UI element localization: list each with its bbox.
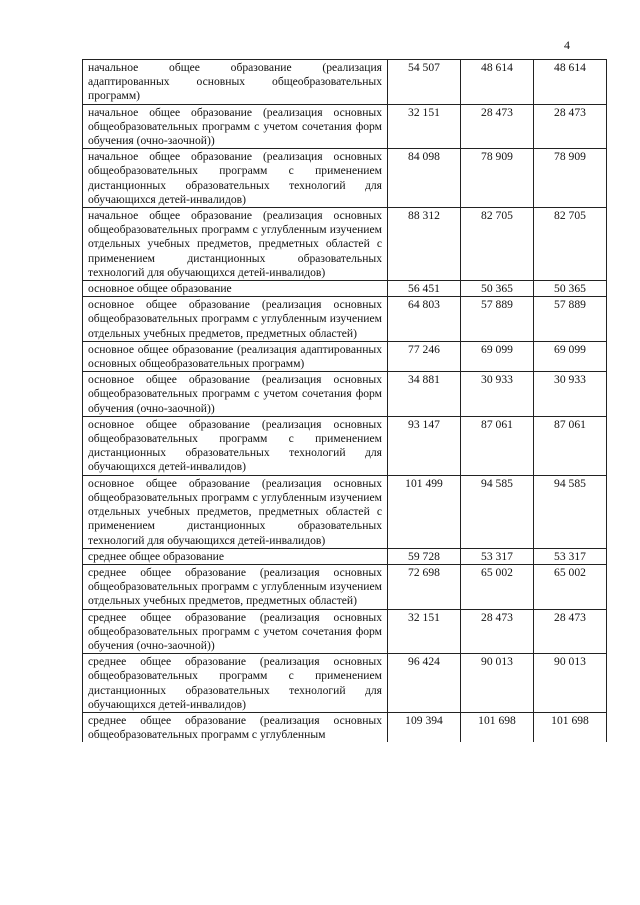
table-row: [83, 297, 607, 342]
row-description: основное общее образование (реализация основных общеобразовательных программ с углубленным изучением отдельных учебных предметов, предметных областей с применением дистанционных образовательных технологий для обучающихся детей-инвалидов): [83, 475, 388, 548]
row-description: основное общее образование: [83, 281, 388, 297]
row-value-3: 78 909: [534, 149, 607, 208]
row-value-1: 56 451: [388, 281, 461, 297]
row-value-1: 88 312: [388, 208, 461, 281]
row-value-1: 84 098: [388, 149, 461, 208]
table-row: [83, 281, 607, 297]
row-value-2: 48 614: [461, 60, 534, 105]
row-value-3: 28 473: [534, 609, 607, 654]
row-value-2: 82 705: [461, 208, 534, 281]
table-row: [83, 416, 607, 475]
row-description: начальное общее образование (реализация основных общеобразовательных программ с углубленным изучением отдельных учебных предметов, предметных областей с применением дистанционных образовательных технологий для обучающихся детей-инвалидов): [83, 208, 388, 281]
table-row: [83, 548, 607, 564]
row-value-2: 94 585: [461, 475, 534, 548]
row-value-3: 57 889: [534, 297, 607, 342]
table-row: [83, 341, 607, 371]
row-value-3: 48 614: [534, 60, 607, 105]
row-value-1: 109 394: [388, 712, 461, 742]
row-value-2: 53 317: [461, 548, 534, 564]
funding-table: [82, 59, 607, 742]
row-value-1: 93 147: [388, 416, 461, 475]
row-value-2: 65 002: [461, 564, 534, 609]
row-value-1: 77 246: [388, 341, 461, 371]
row-value-2: 50 365: [461, 281, 534, 297]
row-description: среднее общее образование (реализация основных общеобразовательных программ с учетом сочетания форм обучения (очно-заочной)): [83, 609, 388, 654]
page-number: 4: [564, 38, 570, 52]
row-value-2: 90 013: [461, 654, 534, 713]
row-description: начальное общее образование (реализация основных общеобразовательных программ с применением дистанционных образовательных технологий для обучающихся детей-инвалидов): [83, 149, 388, 208]
row-description: среднее общее образование (реализация основных общеобразовательных программ с углубленным: [83, 712, 388, 742]
row-value-3: 101 698: [534, 712, 607, 742]
row-value-1: 32 151: [388, 104, 461, 149]
table-row: [83, 149, 607, 208]
row-value-1: 32 151: [388, 609, 461, 654]
row-value-3: 50 365: [534, 281, 607, 297]
row-value-2: 69 099: [461, 341, 534, 371]
table-row: [83, 654, 607, 713]
table-row: [83, 208, 607, 281]
row-value-2: 28 473: [461, 609, 534, 654]
row-description: основное общее образование (реализация основных общеобразовательных программ с углубленным изучением отдельных учебных предметов, предметных областей): [83, 297, 388, 342]
row-value-1: 64 803: [388, 297, 461, 342]
table-row: [83, 609, 607, 654]
row-description: основное общее образование (реализация основных общеобразовательных программ с применением дистанционных образовательных технологий для обучающихся детей-инвалидов): [83, 416, 388, 475]
row-value-3: 30 933: [534, 372, 607, 417]
table-row: [83, 712, 607, 742]
row-description: начальное общее образование (реализация адаптированных основных общеобразовательных программ): [83, 60, 388, 105]
table-row: [83, 372, 607, 417]
row-value-3: 65 002: [534, 564, 607, 609]
row-value-1: 101 499: [388, 475, 461, 548]
row-value-3: 82 705: [534, 208, 607, 281]
row-description: среднее общее образование: [83, 548, 388, 564]
row-value-1: 34 881: [388, 372, 461, 417]
row-value-1: 59 728: [388, 548, 461, 564]
table-row: [83, 564, 607, 609]
row-value-2: 87 061: [461, 416, 534, 475]
row-value-2: 30 933: [461, 372, 534, 417]
row-value-2: 78 909: [461, 149, 534, 208]
row-value-3: 28 473: [534, 104, 607, 149]
row-description: среднее общее образование (реализация основных общеобразовательных программ с применением дистанционных образовательных технологий для обучающихся детей-инвалидов): [83, 654, 388, 713]
row-value-1: 96 424: [388, 654, 461, 713]
table-row: [83, 60, 607, 105]
row-value-1: 54 507: [388, 60, 461, 105]
row-description: основное общее образование (реализация адаптированных основных общеобразовательных программ): [83, 341, 388, 371]
table-row: [83, 104, 607, 149]
row-value-3: 90 013: [534, 654, 607, 713]
row-value-3: 69 099: [534, 341, 607, 371]
row-value-3: 53 317: [534, 548, 607, 564]
row-description: основное общее образование (реализация основных общеобразовательных программ с учетом сочетания форм обучения (очно-заочной)): [83, 372, 388, 417]
table-row: [83, 475, 607, 548]
row-description: среднее общее образование (реализация основных общеобразовательных программ с углубленным изучением отдельных учебных предметов, предметных областей): [83, 564, 388, 609]
row-value-2: 28 473: [461, 104, 534, 149]
row-value-2: 101 698: [461, 712, 534, 742]
row-value-3: 94 585: [534, 475, 607, 548]
row-value-2: 57 889: [461, 297, 534, 342]
row-value-3: 87 061: [534, 416, 607, 475]
row-value-1: 72 698: [388, 564, 461, 609]
row-description: начальное общее образование (реализация основных общеобразовательных программ с учетом сочетания форм обучения (очно-заочной)): [83, 104, 388, 149]
